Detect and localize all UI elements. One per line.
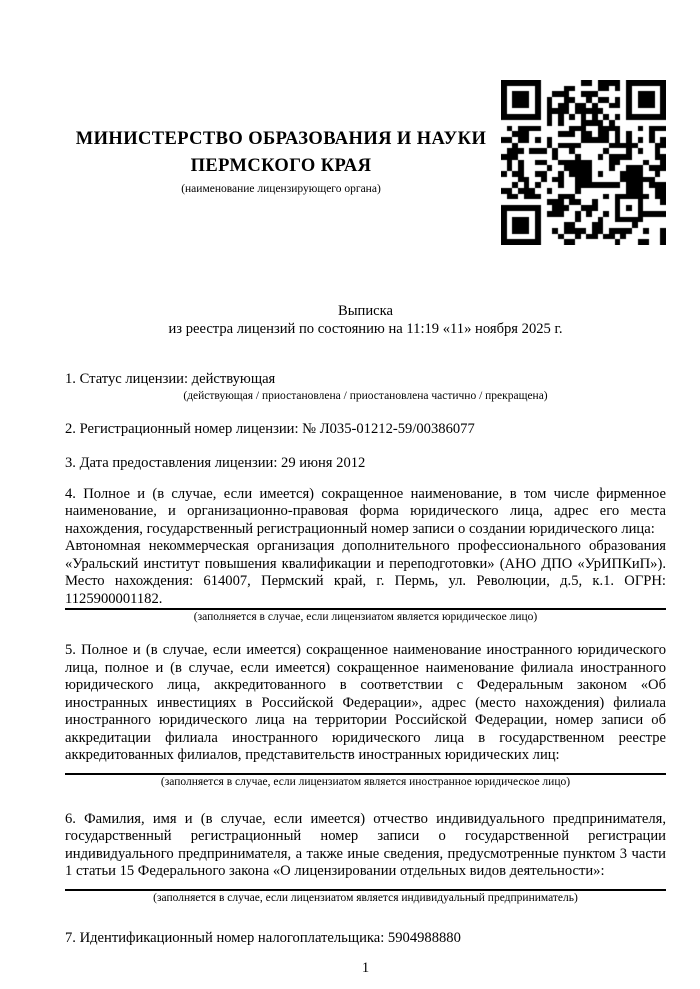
item-1-text: 1. Статус лицензии: действующая — [65, 371, 276, 387]
item-4-legal-entity — [65, 486, 666, 625]
item-1-caption: (действующая / приостановлена / приостановлена частично / прекращена) — [183, 389, 548, 402]
item-1-license-status — [65, 371, 666, 403]
item-4-caption: (заполняется в случае, если лицензиатом является юридическое лицо) — [193, 611, 538, 623]
item-3-text: 3. Дата предоставления лицензии: 29 июня 2012 — [65, 455, 366, 471]
item-5-foreign-entity — [65, 642, 666, 789]
page-number: 1 — [361, 960, 370, 976]
ministry-name-line1: МИНИСТЕРСТВО ОБРАЗОВАНИЯ И НАУКИ — [75, 129, 487, 149]
item-6-value-blank — [65, 881, 666, 891]
document-title-line2: из реестра лицензий по состоянию на 11:19 «11» ноября 2025 г. — [168, 320, 563, 337]
item-5-caption: (заполняется в случае, если лицензиатом является иностранное юридическое лицо) — [160, 775, 571, 788]
item-2-registration-number — [65, 421, 666, 439]
item-4-value: Автономная некоммерческая организация дополнительного профессионального образования «Уральский институт повышения квалификации и переподготовки» (АНО ДПО «УрИПКиП»). Место нахождения: 614007, Пермский край, г. Пермь, ул. Революции, д.5, к.1. ОГРН: 1125900001182. — [65, 538, 666, 610]
ministry-name-line2: ПЕРМСКОГО КРАЯ — [190, 156, 372, 176]
qr-code-icon — [501, 80, 666, 245]
item-6-label: 6. Фамилия, имя и (в случае, если имеется) отчество индивидуального предпринимателя, государственный регистрационный номер записи о государственной регистрации индивидуального предпринимателя, а также иные сведения, предусмотренные пунктом 3 части 1 статьи 15 Федерального закона «О лицензировании отдельных видов деятельности»: — [65, 810, 666, 879]
item-7-text: 7. Идентификационный номер налогоплательщика: 5904988880 — [65, 929, 461, 946]
item-2-text: 2. Регистрационный номер лицензии: № Л035-01212-59/00386077 — [65, 420, 475, 437]
document-title — [65, 303, 666, 338]
document-header — [65, 80, 666, 245]
item-7-taxpayer-number — [65, 930, 666, 948]
item-5-value-blank — [65, 765, 666, 775]
licensing-authority-block — [65, 80, 497, 195]
item-6-individual-entrepreneur — [65, 811, 666, 905]
item-3-license-date — [65, 455, 666, 473]
item-6-caption: (заполняется в случае, если лицензиатом является индивидуальный предприниматель) — [153, 891, 578, 904]
item-4-label: 4. Полное и (в случае, если имеется) сокращенное наименование, в том числе фирменное наименование, и организационно-правовая форма юридического лица, адрес его места нахождения, государственный регистрационный номер записи о создании юридического лица: — [65, 485, 666, 537]
item-5-label: 5. Полное и (в случае, если имеется) сокращенное наименование иностранного юридического лица, полное и (в случае, если имеется) сокращенное наименование филиала иностранного юридического лица, аккредитованного в соответствии с Федеральным законом «Об иностранных инвестициях в Российской Федерации», адрес (место нахождения) филиала иностранного юридического лица на территории Российской Федерации, номер записи об аккредитации филиала иностранного юридического лица в государственном реестре аккредитованных филиалов, представительств иностранных юридических лиц: — [65, 642, 666, 763]
ministry-caption: (наименование лицензирующего органа) — [181, 183, 381, 195]
document-title-line1: Выписка — [338, 303, 393, 319]
